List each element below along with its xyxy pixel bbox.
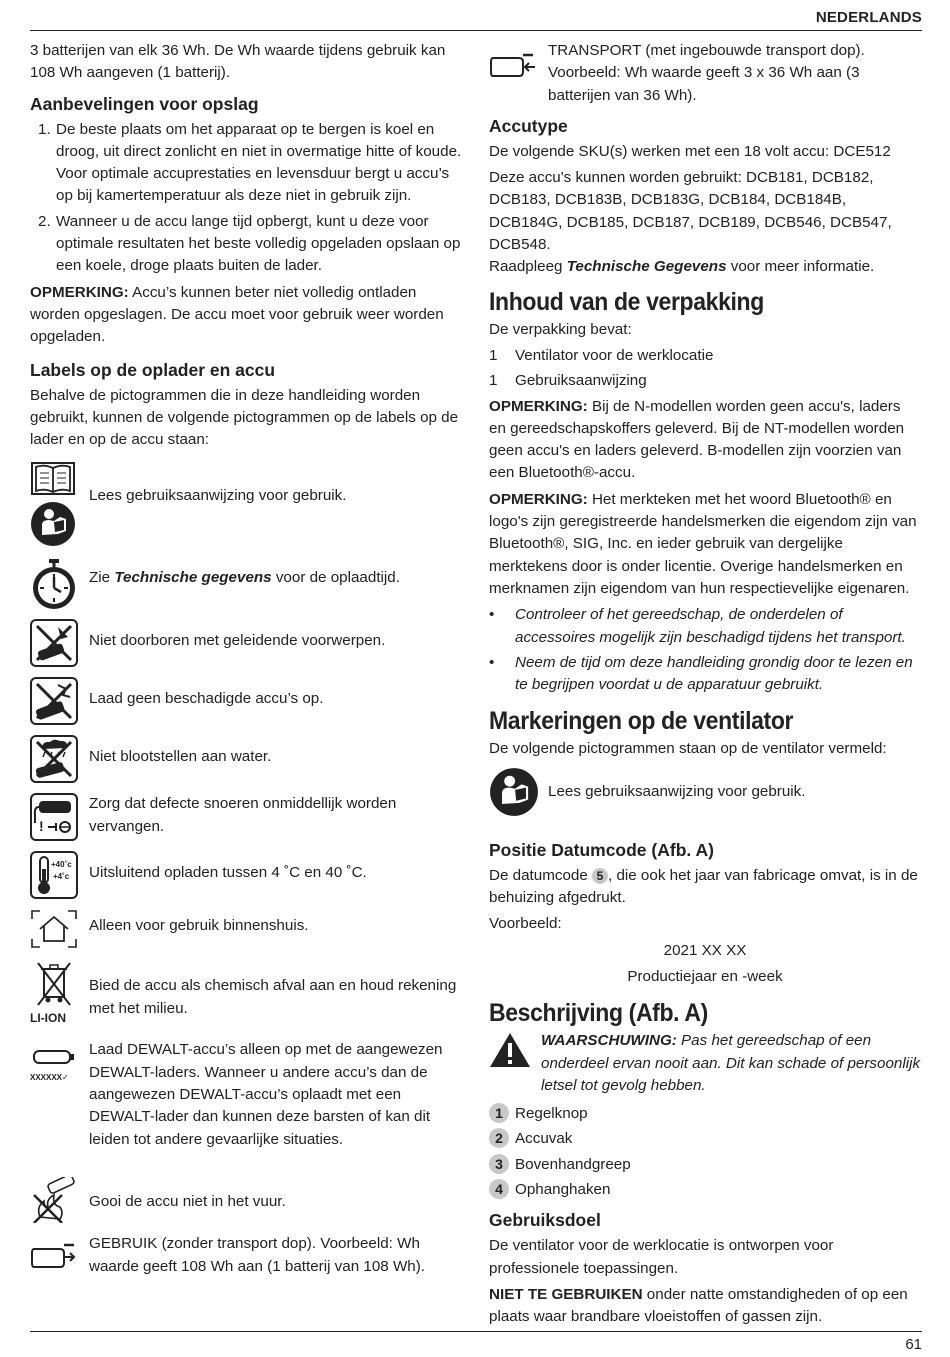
labels-intro: Behalve de pictogrammen die in deze handleiding worden gebruikt, kunnen de volgende pictogrammen op de labels op de lader en op de accu staan: [30, 386, 459, 449]
list-item: • Controleer of het gereedschap, de onderdelen of accessoires mogelijk zijn beschadigd tijdens het transport. [489, 606, 906, 646]
right-column [489, 40, 921, 1332]
symbol-row-no-piercing [30, 619, 462, 677]
no-piercing-icon [30, 619, 78, 667]
svg-text:+40˚c: +40˚c [51, 860, 72, 870]
symbol-row-defective-cord [30, 793, 462, 851]
symbol-text: Niet doorboren met geleidende voorwerpen. [89, 632, 386, 650]
storage-note: OPMERKING: Accu’s kunnen beter niet volledig ontladen worden opgeslagen. De accu moet voor gebruik weer worden opgeladen. [30, 283, 444, 346]
use-battery-icon [30, 1241, 78, 1271]
contents-note-2: OPMERKING: Het merkteken met het woord Bluetooth® en logo's zijn geregistreerde handelsmerken die eigendom zijn van Bluetooth®, SIG, Inc. en ieder gebruik van dergelijke merktekens door is onder licentie. Overige handelsmerken en merknamen zijn eigendom van hun respectievelijke eigenaren. [489, 490, 917, 597]
symbol-text: GEBRUIK (zonder transport dop). Voorbeeld: Wh waarde geeft 108 Wh aan (1 batterij van 108 Wh). [89, 1235, 426, 1275]
list-item: 1. De beste plaats om het apparaat op te bergen is koel en droog, uit direct zonlicht en niet in overmatige hitte of koude. Voor optimale accuprestaties en levensduur bergt u accu’s op bij kamertemperatuur als deze niet in gebruik zijn. [38, 120, 462, 205]
list-item: 3 Bovenhandgreep [489, 1154, 921, 1176]
no-damaged-battery-icon [30, 677, 78, 725]
symbol-text: Zorg dat defecte snoeren onmiddellijk worden vervangen. [89, 795, 397, 835]
symbol-text: Lees gebruiksaanwijzing voor gebruik. [89, 487, 347, 505]
callout-badge: 4 [489, 1179, 509, 1199]
symbol-row-manual [30, 459, 462, 547]
callout-badge: 3 [489, 1154, 509, 1174]
list-item: 2. Wanneer u de accu lange tijd opbergt, kunt u deze voor optimale resultaten het beste volledig opgeladen opslaan op een koele, droge plaats buiten de lader. [38, 212, 461, 275]
stopwatch-icon [30, 559, 78, 609]
datecode-example-label: Voorbeeld: [489, 915, 562, 933]
language-header: NEDERLANDS [815, 9, 922, 26]
symbol-row-no-damaged-battery [30, 677, 462, 735]
callout-badge: 1 [489, 1103, 509, 1123]
symbol-row-use [30, 1233, 462, 1283]
parts-list [489, 1103, 921, 1201]
callout-badge: 5 [592, 868, 608, 884]
symbol-text: Bied de accu als chemisch afval aan en houd rekening met het milieu. [89, 977, 457, 1017]
purpose-p2: NIET TE GEBRUIKEN onder natte omstandigheden of op een plaats waar brandbare vloeistoffen of gassen zijn. [489, 1285, 908, 1326]
list-item: 4 Ophanghaken [489, 1179, 921, 1201]
accutype-p3: Raadpleeg Technische Gegevens voor meer informatie. [489, 258, 875, 276]
description-heading: Beschrijving (Afb. A) [489, 999, 708, 1028]
warning-block: WAARSCHUWING: Pas het gereedschap of een onderdeel ervan nooit aan. Dit kan schade of persoonlijk letsel tot gevolg hebben. [489, 1030, 921, 1097]
accutype-p1: De volgende SKU(s) werken met een 18 volt accu: DCE512 [489, 142, 891, 160]
defective-cord-icon [30, 793, 78, 841]
contents-list [489, 345, 921, 393]
symbol-text: Alleen voor gebruik binnenshuis. [89, 917, 309, 935]
symbol-row-read-manual [489, 767, 921, 823]
symbol-text: Gooi de accu niet in het vuur. [89, 1193, 286, 1211]
list-item: 2 Accuvak [489, 1128, 921, 1150]
accutype-p2: Deze accu's kunnen worden gebruikt: DCB181, DCB182, DCB183, DCB183B, DCB183G, DCB184, DCB184B, DCB184G, DCB185, DCB187, DCB189, DCB546, DCB547, DCB548. [489, 169, 892, 254]
symbol-text: Laad DEWALT-accu’s alleen op met de aangewezen DEWALT-laders. Wanneer u andere accu’s dan de aangewezen DEWALT-accu’s oplaadt met een DEWALT-lader dan kunnen deze barsten of kan dit leiden tot andere gevaarlijke situaties. [89, 1041, 443, 1148]
symbol-row-thermometer [30, 851, 462, 909]
header-divider [30, 30, 922, 31]
no-water-icon [30, 735, 78, 783]
symbol-row-no-fire [30, 1177, 462, 1227]
crossed-bin-icon [30, 959, 78, 1009]
symbol-row-recycle [30, 959, 462, 1039]
contents-note-1: OPMERKING: Bij de N-modellen worden geen accu's, laders en gereedschapskoffers geleverd. Bij de NT-modellen worden geen accu's en laders geleverd. B-modellen zijn voorzien van een Bluetooth®-accu. [489, 397, 905, 482]
contents-heading: Inhoud van de verpakking [489, 287, 764, 316]
left-column [30, 40, 462, 1283]
warning-icon [489, 1032, 531, 1068]
symbol-text: Niet blootstellen aan water. [89, 748, 272, 766]
symbol-text: Uitsluitend opladen tussen 4 ˚C en 40 ˚C. [89, 864, 367, 882]
li-ion-label: LI-ION [30, 1011, 66, 1026]
symbol-text: Lees gebruiksaanwijzing voor gebruik. [548, 782, 806, 800]
list-item: • Neem de tijd om deze handleiding grondig door te lezen en te begrijpen voordat u de apparatuur gebruikt. [489, 653, 913, 694]
contents-bullets [489, 604, 921, 696]
thermometer-icon [30, 851, 78, 899]
dewalt-charger-icon [30, 1045, 78, 1067]
list-item: 1 Regelknop [489, 1103, 921, 1125]
manual-book-icon [30, 459, 76, 497]
storage-list [30, 119, 462, 278]
intro-paragraph: 3 batterijen van elk 36 Wh. De Wh waarde tijdens gebruik kan 108 Wh aangeven (1 batterij). [30, 42, 446, 82]
purpose-p1: De ventilator voor de werklocatie is ontworpen voor professionele toepassingen. [489, 1237, 834, 1277]
list-item: 1 Ventilator voor de werklocatie [489, 346, 714, 364]
symbol-row-dewalt-charger [30, 1039, 462, 1177]
markings-heading: Markeringen op de ventilator [489, 707, 794, 736]
purpose-heading: Gebruiksdoel [489, 1210, 601, 1231]
datecode-heading: Positie Datumcode (Afb. A) [489, 839, 714, 860]
no-fire-icon [30, 1177, 78, 1223]
datecode-paragraph: De datumcode 5 , die ook het jaar van fabricage omvat, is in de behuizing afgedrukt. [489, 866, 918, 907]
symbol-row-no-water [30, 735, 462, 793]
labels-heading: Labels op de oplader en accu [30, 359, 276, 380]
symbol-row-transport [489, 40, 921, 107]
footer-divider [30, 1331, 922, 1332]
transport-battery-icon [489, 52, 537, 78]
datecode-example: 2021 XX XX [663, 941, 747, 959]
symbol-row-indoor [30, 909, 462, 959]
transport-text: TRANSPORT (met ingebouwde transport dop). Voorbeeld: Wh waarde geeft 3 x 36 Wh aan (3 batterijen van 36 Wh). [548, 42, 865, 104]
contents-intro: De verpakking bevat: [489, 320, 632, 338]
accutype-heading: Accutype [489, 115, 568, 136]
symbol-row-stopwatch [30, 559, 462, 617]
datecode-caption: Productiejaar en -week [627, 967, 783, 985]
symbol-text: Laad geen beschadigde accu’s op. [89, 690, 324, 708]
indoor-use-icon [30, 909, 78, 949]
markings-intro: De volgende pictogrammen staan op de ventilator vermeld: [489, 740, 887, 758]
svg-text:+4˚c: +4˚c [53, 872, 70, 882]
read-manual-icon [489, 767, 539, 817]
sku-check-label: XXXXXX✓ [30, 1073, 69, 1083]
list-item: 1 Gebruiksaanwijzing [489, 372, 647, 390]
read-manual-icon [30, 501, 76, 547]
storage-heading: Aanbevelingen voor opslag [30, 93, 259, 114]
symbol-text: Zie Technische gegevens voor de oplaadtijd. [89, 569, 400, 587]
callout-badge: 2 [489, 1128, 509, 1148]
page-number: 61 [905, 1336, 922, 1353]
svg-text:!: ! [39, 818, 44, 835]
